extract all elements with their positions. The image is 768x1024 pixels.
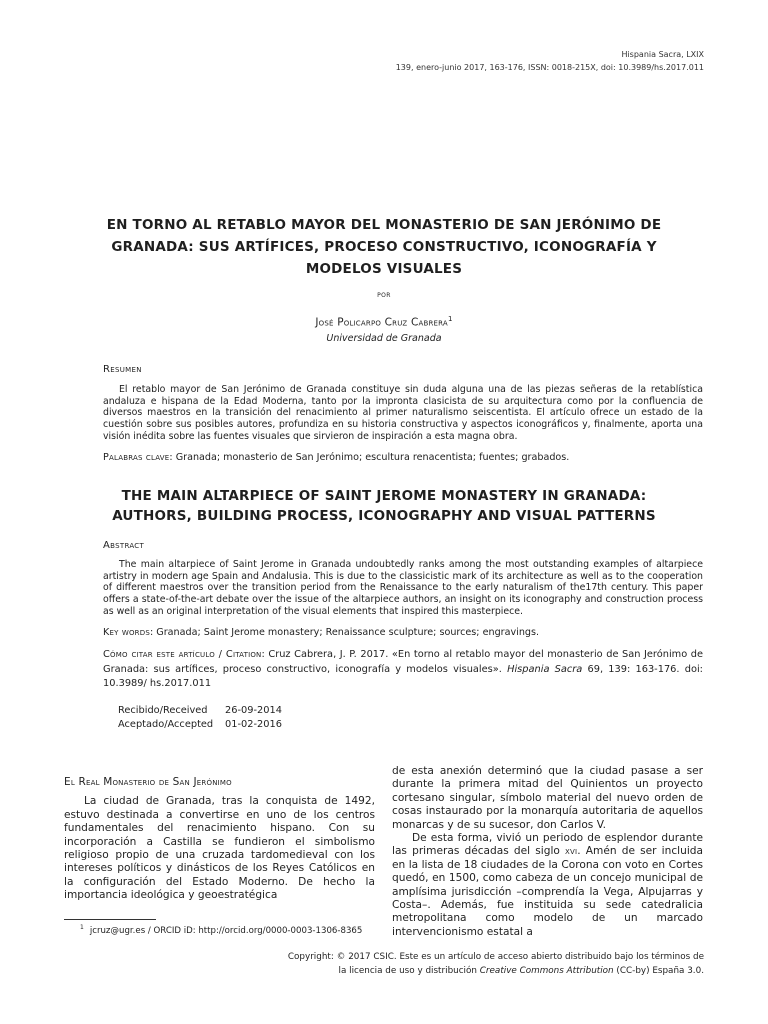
license-prefix: la licencia de uso y distribución	[338, 965, 477, 976]
accepted-date	[118, 719, 282, 730]
license-suffix: (CC-by) España 3.0.	[616, 965, 704, 976]
spanish-keywords-text: Granada; monasterio de San Jerónimo; escultura renacentista; fuentes; grabados.	[175, 452, 570, 463]
footnote	[80, 924, 362, 936]
spanish-title: EN TORNO AL RETABLO MAYOR DEL MONASTERIO DE SAN JERÓNIMO DE GRANADA: SUS ARTÍFICES, PROCESO CONSTRUCTIVO, ICONOGRAFÍA Y MODELOS VISUALES	[106, 217, 662, 277]
abstract-paragraph: The main altarpiece of Saint Jerome in Granada undoubtedly ranks among the most outstanding examples of altarpiece artistry in modern age Spain and Andalusia. This is due to the classicistic mark of its architecture as well as to the cooperation of different maestros over the transition period from the Renaissance to the early naturalism of the17th century. This paper offers a state-of-the-art debate over the issue of the altarpiece authors, an insight on its iconography and construction process as well as an original interpretation of the visual elements that inspired this masterpiece.	[103, 559, 703, 617]
by-word: por	[377, 290, 391, 300]
citation-text: Cruz Cabrera, J. P. 2017. «En torno al retablo mayor del monasterio de San Jerónimo de Granada: sus artífices, proceso constructivo, iconografía y modelos visuales».	[103, 649, 704, 675]
copyright-line-1: Copyright: © 2017 CSIC. Este es un artículo de acceso abierto distribuido bajo los términos de	[287, 952, 704, 962]
license-name[interactable]: Creative Commons Attribution	[479, 965, 614, 976]
century-numeral: xvi	[565, 845, 578, 858]
footnote-divider	[64, 919, 156, 920]
journal-name: Hispania Sacra, LXIX	[621, 50, 704, 59]
received-label: Recibido/Received	[118, 705, 208, 716]
body-paragraph-text: De esta forma, vivió un periodo de esplendor durante las primeras décadas del siglo	[392, 832, 703, 858]
received-value: 26-09-2014	[225, 705, 282, 716]
author-footnote-mark[interactable]: 1	[447, 315, 453, 323]
copyright-line-2	[284, 965, 704, 979]
english-keywords-text: Granada; Saint Jerome monastery; Renaissance sculpture; sources; engravings.	[156, 627, 540, 638]
citation-label: Cómo citar este artículo / Citation	[103, 649, 262, 660]
citation-details[interactable]: 69, 139: 163-176. doi: 10.3989/ hs.2017.011	[103, 663, 703, 689]
abstract-heading: Abstract	[103, 540, 145, 551]
journal-header	[396, 48, 704, 74]
body-paragraph-continued: de esta anexión determinó que la ciudad pasase a ser durante la primera mitad del Quinientos un proyecto cortesano singular, símbolo material del nuevo orden de cosas instaurado por la monarquía autoritaria de aquellos monarcas y de su sucesor, don Carlos V.	[392, 765, 703, 831]
resumen-paragraph: El retablo mayor de San Jerónimo de Granada constituye sin duda alguna una de las piezas señeras de la retablística andaluza e hispana de la Edad Moderna, tanto por la impronta clasicista de su arquitectura como por la confluencia de diversos maestros en la transición del renacimiento al primer naturalismo seiscentista. El artículo ofrece un estado de la cuestión sobre sus posibles autores, profundiza en su historia constructiva y aspectos iconográficos y, finalmente, aporta una visión inédita sobre las fuentes visuales que sirvieron de inspiración a esta magna obra.	[103, 384, 703, 442]
footnote-number: 1	[80, 924, 84, 931]
spanish-keywords-label: Palabras clave	[103, 452, 170, 463]
received-date	[118, 705, 282, 716]
spanish-keywords: Palabras clave: Granada; monasterio de San Jerónimo; escultura renacentista; fuentes; grabados.	[103, 452, 570, 463]
citation-block: Cómo citar este artículo / Citation: Cruz Cabrera, J. P. 2017. «En torno al retablo mayor del monasterio de San Jerónimo de Granada: sus artífices, proceso constructivo, iconografía y modelos visuales». Hispania Sacra 69, 139: 163-176. doi: 10.3989/ hs.2017.011	[103, 649, 704, 689]
copyright-notice	[284, 951, 704, 978]
author-name	[0, 315, 768, 329]
footnote-text[interactable]: jcruz@ugr.es / ORCID iD: http://orcid.org/0000-0003-1306-8365	[89, 925, 363, 936]
body-paragraph-text-rest: . Amén de ser incluida en la lista de 18 ciudades de la Corona con voto en Cortes quedó, en 1500, como cabeza de un concejo municipal de amplísima jurisdicción –comprendía la Vega, Alpujarras y Costa–. Además, fue instituida su sede catedralicia metropolitana como modelo de un marcado intervencionismo estatal a	[392, 845, 703, 938]
accepted-label: Aceptado/Accepted	[118, 719, 214, 730]
english-title: THE MAIN ALTARPIECE OF SAINT JEROME MONASTERY IN GRANADA: AUTHORS, BUILDING PROCESS, ICONOGRAPHY AND VISUAL PATTERNS	[112, 488, 656, 524]
author-text: José Policarpo Cruz Cabrera	[315, 316, 448, 329]
author-affiliation: Universidad de Granada	[326, 333, 442, 344]
resumen-heading: Resumen	[103, 364, 142, 375]
body-paragraph	[392, 832, 703, 939]
issue-info: 139, enero-junio 2017, 163-176, ISSN: 0018-215X, doi: 10.3989/hs.2017.011	[395, 63, 704, 72]
body-paragraph: La ciudad de Granada, tras la conquista de 1492, estuvo destinada a convertirse en uno de los centros fundamentales del renacimiento hispano. Con su incorporación a Castilla se fundieron el simbolismo religioso propio de una cruzada tardomedieval con los intereses políticos y dinásticos de los Reyes Católicos en la configuración del Estado Moderno. De hecho la importancia ideológica y geoestratégica	[64, 795, 375, 902]
section-heading: El Real Monasterio de San Jerónimo	[64, 776, 232, 788]
body-column-left	[64, 765, 375, 903]
english-keywords: Key words: Granada; Saint Jerome monastery; Renaissance sculpture; sources; engravings.	[103, 627, 540, 638]
english-keywords-label: Key words	[103, 627, 150, 638]
accepted-value: 01-02-2016	[225, 719, 282, 730]
body-column-right	[392, 765, 703, 939]
citation-journal: Hispania Sacra	[507, 663, 583, 675]
